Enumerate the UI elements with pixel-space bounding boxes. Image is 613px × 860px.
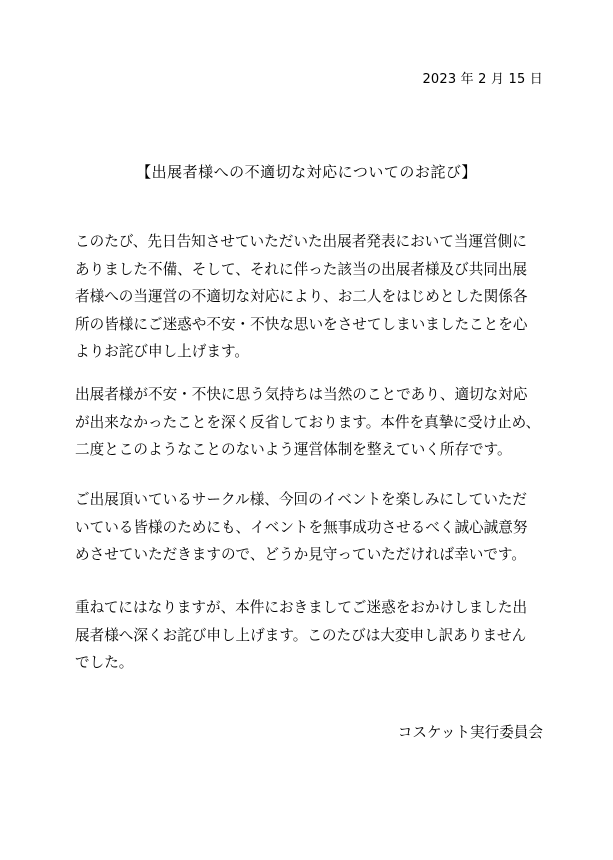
paragraph-text bbox=[75, 486, 545, 569]
text-line: ご出展頂いているサークル様、今回のイベントを楽しみにしていただ bbox=[75, 491, 527, 508]
signature: コスケット実行委員会 bbox=[397, 724, 543, 741]
document-title: 【出展者様への不適切な対応についてのお詫び】 bbox=[136, 163, 477, 181]
text-line: いている皆様のためにも、イベントを無事成功させるべく誠心誠意努 bbox=[75, 518, 528, 536]
document-date: 2023 年 2 月 15 日 bbox=[422, 72, 543, 87]
text-line: 重ねてにはなりますが、本件におきましてご迷惑をおかけしました出 bbox=[75, 599, 528, 616]
paragraph-3 bbox=[75, 486, 545, 569]
paragraph-text bbox=[75, 594, 545, 677]
paragraph-1 bbox=[75, 228, 545, 366]
text-line: 二度とこのようなことのないよう運営体制を整えていく所存です。 bbox=[75, 441, 512, 458]
text-line: よりお詫び申し上げます。 bbox=[75, 343, 249, 360]
text-line: 所の皆様にご迷惑や不安・不快な思いをさせてしまいましたことを心 bbox=[75, 315, 528, 333]
paragraph-2 bbox=[75, 381, 545, 464]
text-line: 展者様へ深くお詫び申し上げます。このたびは大変申し訳ありません bbox=[75, 626, 527, 644]
text-line: が出来なかったことを深く反省しております。本件を真摯に受け止め、 bbox=[75, 413, 541, 431]
paragraph-text bbox=[75, 381, 545, 464]
paragraph-4 bbox=[75, 594, 545, 677]
text-line: ありました不備、そして、それに伴った該当の出展者様及び共同出展 bbox=[75, 260, 528, 278]
text-line: 出展者様が不安・不快に思う気持ちは当然のことであり、適切な対応 bbox=[75, 386, 528, 403]
paragraph-text bbox=[75, 228, 545, 366]
text-line: 者様への当運営の不適切な対応により、お二人をはじめとした関係各 bbox=[75, 288, 528, 305]
text-line: めさせていただきますので、どうか見守っていただければ幸いです。 bbox=[75, 546, 526, 563]
text-line: でした。 bbox=[75, 654, 134, 671]
text-line: このたび、先日告知させていただいた出展者発表において当運営側に bbox=[75, 233, 527, 250]
